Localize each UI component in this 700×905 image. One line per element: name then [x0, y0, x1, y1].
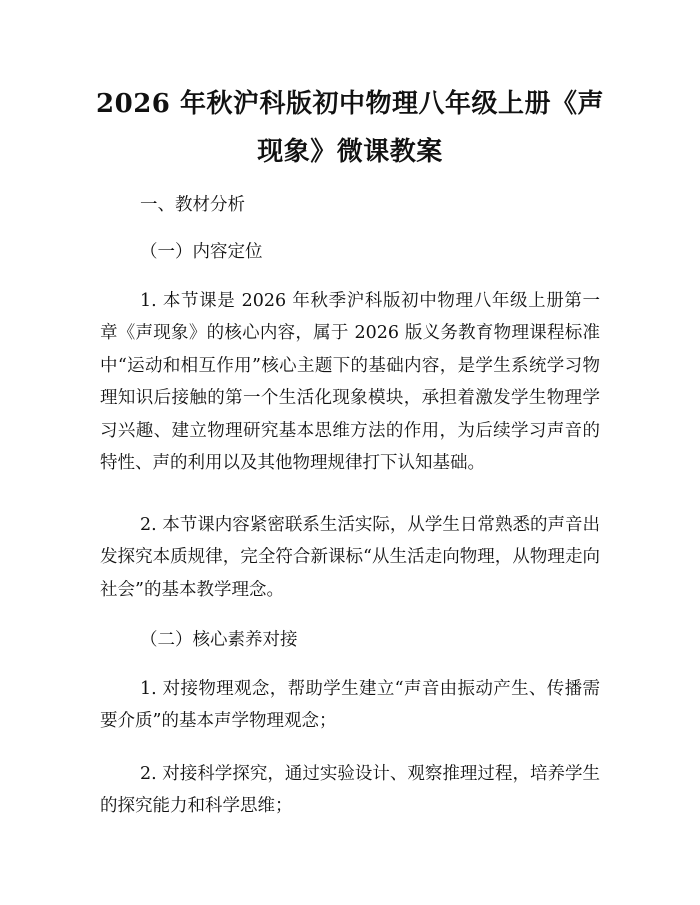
section-heading: 一、教材分析 — [140, 195, 245, 215]
subsection-heading: （二）核心素养对接 — [140, 630, 298, 650]
paragraph: 1. 对接物理观念，帮助学生建立“声音由振动产生、传播需要介质”的基本声学物理观念； — [100, 679, 600, 732]
subsection-heading: （一）内容定位 — [140, 242, 263, 262]
document-title: 2026 年秋沪科版初中物理八年级上册《声现象》微课教案 — [96, 89, 604, 167]
paragraph: 2. 对接科学探究，通过实验设计、观察推理过程，培养学生的探究能力和科学思维； — [100, 764, 600, 817]
paragraph: 1. 本节课是 2026 年秋季沪科版初中物理八年级上册第一章《声现象》的核心内容，属于 2026 版义务教育物理课程标准中“运动和相互作用”核心主题下的基础内容，是学生系统学习物理知识后接触的第一个生活化现象模块，承担着激发学生物理学习兴趣、建立物理研究基本思维方法的作用，为后续学习声音的特性、声的利用以及其他物理规律打下认知基础。 — [100, 291, 600, 474]
paragraph: 2. 本节课内容紧密联系生活实际，从学生日常熟悉的声音出发探究本质规律，完全符合新课标“从生活走向物理，从物理走向社会”的基本教学理念。 — [100, 515, 600, 600]
